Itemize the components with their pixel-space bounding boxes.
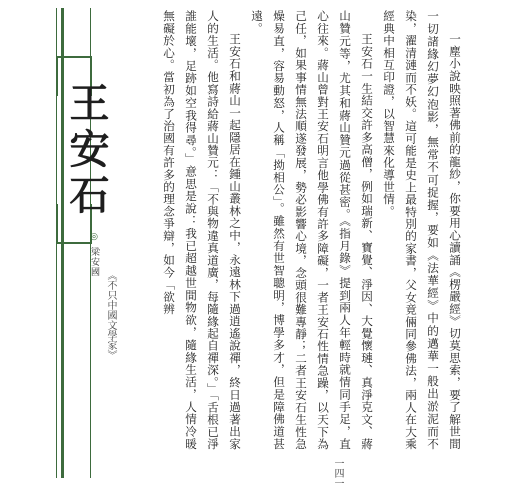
- chapter-title: 王安石: [63, 82, 110, 220]
- decorative-title-band: [56, 8, 92, 478]
- paragraph: 王安石和蔣山一起隱居在鍾山叢林之中，永遠林下過逍遙說禪，終日過著出家人的生活。他寫詩給蔣山贊元：「不與物違真道廣，每隨緣起自禪深。」「舌根已淨誰能壞，足跡如空我得尋。」意思是說：我已超越世間物欲，隨緣生活，人情冷暖無礙於心。當初為了治國有許多的理念爭辯，如今「欲辨: [162, 10, 242, 450]
- paragraph: 王安石一生結交許多高僧，例如瑞新、寶覺、淨因、大覺懷璉、真淨克文、蔣山贊元等，尤其和蔣山贊元過從甚密。《指月錄》提到兩人年輕時就情同手足，直心往來。蔣山曾對王安石明言他學佛有許多障礙，一者王安石性情急躁，以天下為己任，如果事情無法順遂發展，勢必影響心境，念頭很難專靜；二者王安石生性急燥易直，容易動怒，人稱「拗相公」。雖然有世智聰明，博學多才，但是障佛道甚遠。: [250, 10, 374, 450]
- author-line: [88, 232, 100, 277]
- body-text: [128, 10, 466, 450]
- bullet-icon: ◎: [89, 232, 99, 243]
- page-number: 一四一: [332, 458, 343, 488]
- paragraph: 一塵小說映照著佛前的龍紗，你要用心讀誦《楞嚴經》切莫思索，要了解世間一切諸緣幻夢幻泡影，無常不可捉握，要如《法華經》中的邁華一般出淤泥而不染，濯清漣而不妖。這可能是史上最特別的家書，父女竟倆同參佛法，兩人在大乘經典中相互印證，以智慧來化導世情。: [382, 10, 462, 450]
- source-title: 《不只中國文學家》: [105, 270, 116, 360]
- author-name: 梁安國: [89, 246, 99, 277]
